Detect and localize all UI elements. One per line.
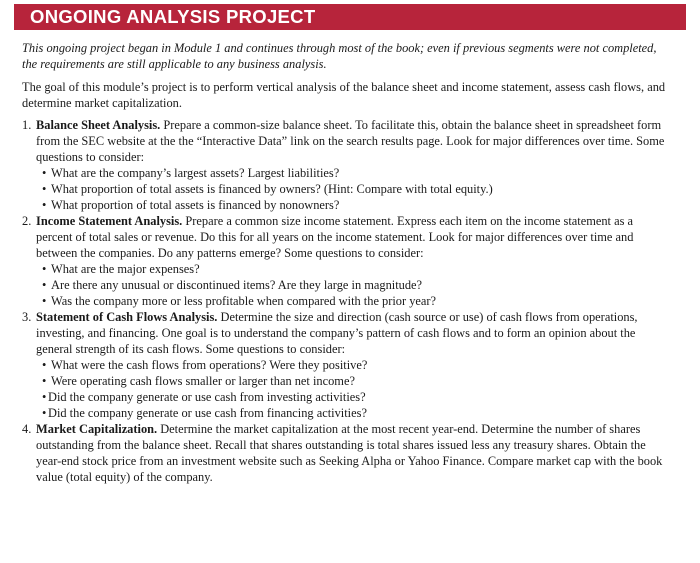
question-item: • What are the company’s largest assets? Largest liabilities?: [42, 166, 340, 180]
task-description: Prepare a common size income statement. Express each item on the income statement as a percent of total sales or revenue. Do this for all years on the income statement. Look for major differences over time and between the companies. Do any patterns emerge? Some questions to consider:: [36, 214, 634, 260]
bullet-icon: •: [42, 278, 47, 292]
question-item: • Were operating cash flows smaller or larger than net income?: [42, 374, 355, 388]
question-item: • What were the cash flows from operations? Were they positive?: [42, 358, 368, 372]
bullet-icon: •: [42, 374, 47, 388]
bullet-icon: •: [42, 294, 47, 308]
task-number: 2.: [22, 214, 32, 228]
project-banner: [14, 4, 686, 30]
bullet-icon: •: [42, 406, 47, 420]
page-title: ONGOING ANALYSIS PROJECT: [30, 6, 316, 27]
task-number: 4.: [22, 422, 32, 436]
task-number: 3.: [22, 310, 32, 324]
question-item: • Are there any unusual or discontinued items? Are they large in magnitude?: [42, 278, 423, 292]
task-market-cap: [22, 421, 672, 485]
bullet-icon: •: [42, 358, 47, 372]
task-heading: Market Capitalization.: [36, 422, 158, 436]
question-item: • What proportion of total assets is financed by owners? (Hint: Compare with total equity.): [42, 182, 493, 196]
task-description: Prepare a common-size balance sheet. To facilitate this, obtain the balance sheet in spreadsheet form from the SEC website at the the “Interactive Data” link on the search results page. Look for major differences over time. Some questions to consider:: [36, 118, 665, 164]
question-item: • What are the major expenses?: [42, 262, 200, 276]
question-item: • Did the company generate or use cash from investing activities?: [42, 390, 366, 404]
question-list: [36, 357, 672, 421]
bullet-icon: •: [42, 166, 47, 180]
question-item: • Was the company more or less profitable when compared with the prior year?: [42, 294, 437, 308]
question-list: [36, 261, 672, 309]
task-description: Determine the market capitalization at the most recent year-end. Determine the number of shares outstanding from the balance sheet. Recall that shares outstanding is total shares issued less any treasury shares. Obtain the year-end stock price from an investment website such as Seeking Alpha or Yahoo Finance. Compare market cap with the book value (total equity) of the company.: [36, 422, 663, 484]
bullet-icon: •: [42, 262, 47, 276]
question-item: • What proportion of total assets is financed by nonowners?: [42, 198, 340, 212]
task-heading: Balance Sheet Analysis.: [36, 118, 161, 132]
question-item: • Did the company generate or use cash from financing activities?: [42, 406, 367, 420]
intro-paragraph: This ongoing project began in Module 1 and continues through most of the book; even if previous segments were not completed, the requirements are still applicable to any business analysis.: [22, 41, 657, 71]
bullet-icon: •: [42, 390, 47, 404]
task-balance-sheet: [22, 117, 672, 213]
task-number: 1.: [22, 118, 32, 132]
task-heading: Income Statement Analysis.: [36, 214, 183, 228]
task-list: [22, 117, 672, 485]
task-heading: Statement of Cash Flows Analysis.: [36, 310, 218, 324]
task-description: Determine the size and direction (cash source or use) of cash flows from operations, investing, and financing. One goal is to understand the company’s pattern of cash flows and to form an opinion about the general strength of its cash flows. Some questions to consider:: [36, 310, 638, 356]
bullet-icon: •: [42, 198, 47, 212]
task-income-statement: [22, 213, 672, 309]
task-cash-flows: [22, 309, 672, 421]
question-list: [36, 165, 672, 213]
goal-paragraph: The goal of this module’s project is to perform vertical analysis of the balance sheet and income statement, assess cash flows, and determine market capitalization.: [22, 80, 666, 110]
bullet-icon: •: [42, 182, 47, 196]
project-content: [22, 40, 672, 485]
